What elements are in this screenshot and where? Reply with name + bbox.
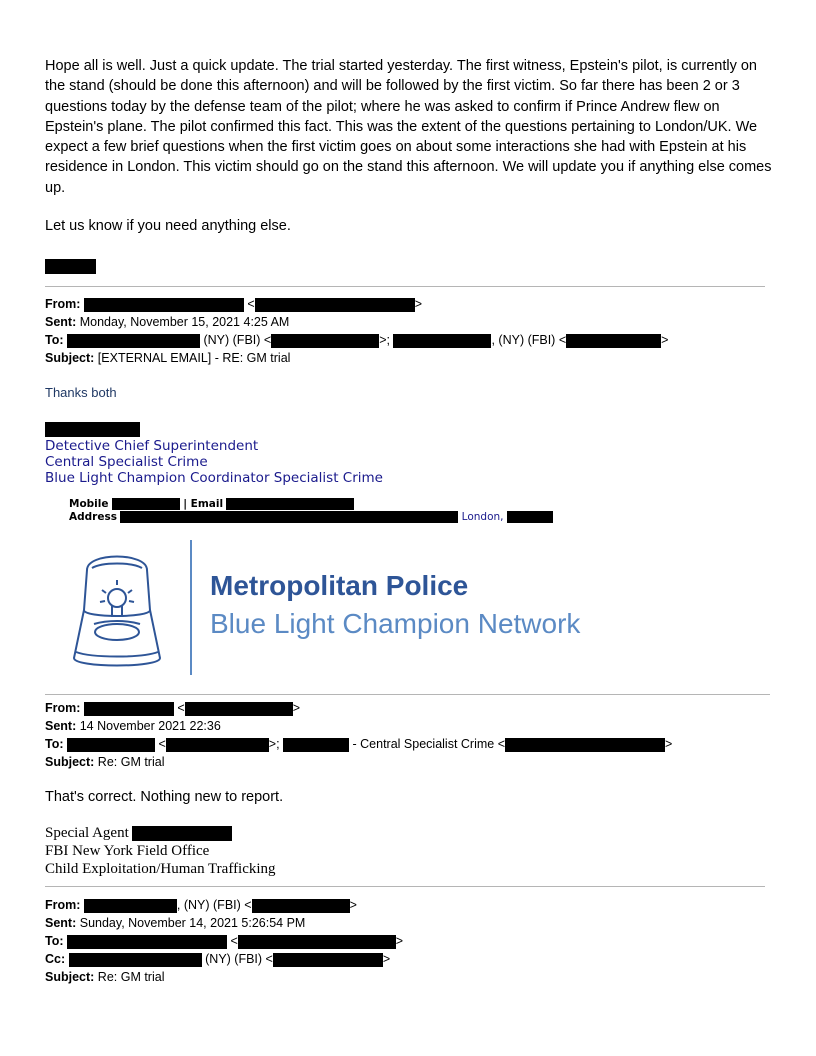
- logo-network-name: Blue Light Champion Network: [210, 608, 581, 639]
- signature-contact: Mobile | Email: [69, 498, 354, 511]
- redaction-block: [166, 738, 269, 752]
- fbi-signature-unit: Child Exploitation/Human Trafficking: [45, 861, 276, 877]
- redaction-block: [273, 953, 383, 967]
- redaction-block: [45, 259, 96, 274]
- email2-to: To: < >; - Central Specialist Crime < >: [45, 737, 673, 751]
- redaction-block: [255, 298, 415, 312]
- email2-subject: Subject: Re: GM trial: [45, 755, 165, 769]
- email2-sent: Sent: 14 November 2021 22:36: [45, 719, 221, 733]
- email1-sent: Sent: Monday, November 15, 2021 4:25 AM: [45, 315, 290, 329]
- divider: [45, 694, 770, 695]
- redaction-block: [393, 334, 491, 348]
- redaction-block: [185, 702, 293, 716]
- email3-subject: Subject: Re: GM trial: [45, 970, 165, 984]
- closing-text: Let us know if you need anything else.: [45, 218, 291, 234]
- signature-title: Detective Chief Superintendent: [45, 438, 259, 454]
- redaction-block: [238, 935, 396, 949]
- logo-org-name: Metropolitan Police: [210, 570, 469, 601]
- email1-to: To: (NY) (FBI) < >; , (NY) (FBI) < >: [45, 333, 669, 347]
- email-body-text: Hope all is well. Just a quick update. The trial started yesterday. The first witness, Epstein's pilot, is currently on the stand (should be done this afternoon) and will be followed by the first victim. So far there has been 2 or 3 questions today by the defense team of the pilot; where he was asked to confirm if Prince Andrew flew on Epstein's plane. The pilot confirmed this fact. This was the extent of the questions pertaining to London/UK. We expect a few brief questions when the first victim goes on about some interactions she had with Epstein at his residence in London. This victim should go on the stand this afternoon. We will update you if anything else comes up.: [45, 58, 772, 196]
- redaction-block: [45, 422, 140, 437]
- email3-from: From: , (NY) (FBI) < >: [45, 898, 357, 912]
- redaction-block: [84, 298, 244, 312]
- email3-sent: Sent: Sunday, November 14, 2021 5:26:54 PM: [45, 916, 306, 930]
- redaction-block: [67, 334, 200, 348]
- blue-light-champion-logo: [62, 540, 622, 680]
- email2-message: That's correct. Nothing new to report.: [45, 789, 284, 805]
- email3-cc: Cc: (NY) (FBI) < >: [45, 952, 391, 966]
- redaction-block: [271, 334, 379, 348]
- redaction-block: [132, 826, 232, 841]
- email2-from: From: < >: [45, 701, 300, 715]
- signature-address: Address London,: [69, 511, 553, 524]
- redaction-block: [67, 935, 227, 949]
- divider: [45, 286, 765, 287]
- fbi-signature-office: FBI New York Field Office: [45, 843, 210, 859]
- signature-unit: Central Specialist Crime: [45, 454, 208, 470]
- redaction-block: [283, 738, 349, 752]
- redaction-block: [84, 702, 174, 716]
- email1-from: From: < >: [45, 297, 422, 311]
- email1-message: Thanks both: [45, 385, 117, 400]
- redaction-block: [252, 899, 350, 913]
- redaction-block: [67, 738, 155, 752]
- redaction-block: [505, 738, 665, 752]
- redaction-block: [226, 498, 354, 510]
- email3-to: To: < >: [45, 934, 404, 948]
- signature-role: Blue Light Champion Coordinator Specialist Crime: [45, 470, 383, 486]
- fbi-signature-title: Special Agent: [45, 824, 232, 842]
- redaction-block: [112, 498, 180, 510]
- divider: [45, 886, 765, 887]
- blue-light-siren-icon: [62, 540, 172, 675]
- redaction-block: [84, 899, 177, 913]
- redaction-block: [566, 334, 661, 348]
- logo-divider: [190, 540, 192, 675]
- redaction-block: [120, 511, 458, 523]
- redaction-block: [507, 511, 553, 523]
- redaction-block: [69, 953, 202, 967]
- email1-subject: Subject: [EXTERNAL EMAIL] - RE: GM trial: [45, 351, 291, 365]
